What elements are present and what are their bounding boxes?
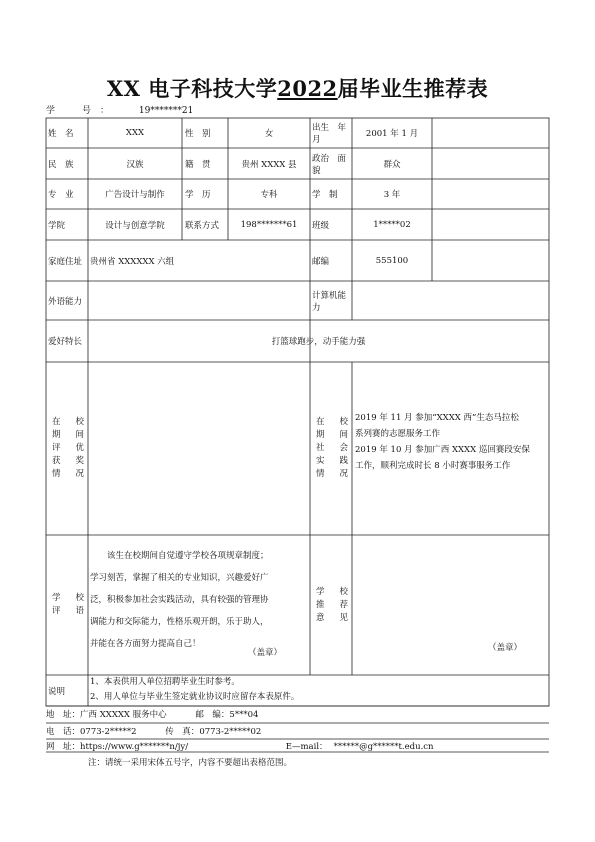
- length-label: 学 制: [312, 190, 338, 200]
- label-char-row: [316, 416, 348, 429]
- footer-phone-value: 0773-2*****2: [80, 727, 137, 737]
- footer-web-row: [46, 740, 434, 752]
- label-char: 评: [52, 443, 61, 453]
- label-char: 校: [339, 417, 348, 427]
- gender-value: 女: [264, 129, 274, 139]
- label-char: 学: [316, 586, 325, 597]
- footer-email-label: E—mail：: [285, 742, 328, 752]
- label-char: 校: [339, 586, 348, 597]
- major-label: 专 业: [48, 190, 74, 200]
- label-char-row: [316, 612, 348, 625]
- language-label: 外语能力: [48, 296, 83, 307]
- label-char: 况: [339, 469, 348, 479]
- edu-value: 专科: [260, 190, 278, 200]
- label-char-row: [52, 442, 84, 455]
- label-char: 校: [75, 593, 84, 603]
- contact-label: 联系方式: [185, 220, 220, 231]
- edu-label: 学 历: [185, 190, 211, 200]
- eval-line: 泛，积极参加社会实践活动，具有较强的管理协: [90, 595, 269, 605]
- politics-value: 群众: [383, 159, 401, 170]
- hobby-value: 打篮球跑步，动手能力强: [271, 337, 366, 347]
- label-char-row: [316, 442, 348, 455]
- label-char: 期: [316, 430, 325, 440]
- school-eval-stamp: （盖章）: [247, 648, 282, 658]
- name-value: XXX: [125, 128, 145, 138]
- gender-label: 性 别: [185, 129, 211, 139]
- eval-line: 调能力和交际能力，性格乐观开朗，乐于助人，: [90, 617, 269, 627]
- title-prefix: XX 电子科技大学: [106, 76, 278, 101]
- awards-label: [48, 362, 88, 535]
- recommend-label: [312, 535, 352, 675]
- eval-line: 该生在校期间自觉遵守学校各项规章制度；: [90, 551, 269, 561]
- title-suffix: 届毕业生推荐表: [337, 76, 489, 101]
- practice-line: 2019 年 11 月 参加“XXXX 西”生态马拉松: [355, 413, 519, 423]
- footer-web-link[interactable]: https://www.g*******n/jy/: [80, 742, 189, 752]
- label-char: 在: [52, 417, 61, 427]
- label-char-row: [316, 429, 348, 442]
- label-char: 推: [316, 599, 325, 610]
- notes-content: [90, 675, 545, 705]
- footer-post-value: 5***04: [229, 710, 259, 720]
- school-eval-label: [48, 535, 88, 675]
- computer-label: 计算机能力: [312, 290, 347, 313]
- footer-address-label: 地 址：: [46, 710, 81, 720]
- footer-phone-label: 电 话：: [46, 727, 81, 737]
- label-char: 情: [316, 469, 325, 479]
- label-char-row: [52, 455, 84, 468]
- label-char: 见: [339, 612, 348, 623]
- label-char-row: [52, 416, 84, 429]
- label-char-row: [52, 429, 84, 442]
- practice-line: 系列赛的志愿服务工作: [355, 429, 441, 439]
- school-eval-content: [90, 545, 308, 655]
- school-value: 设计与创意学院: [105, 220, 165, 231]
- footer-fax-value: 0773-2*****02: [199, 727, 262, 737]
- label-char-row: [52, 468, 84, 481]
- major-value: 广告设计与制作: [105, 190, 165, 200]
- label-char: 会: [339, 443, 348, 453]
- politics-label: 政治 面 貌: [312, 153, 355, 176]
- zip-value: 555100: [375, 255, 409, 266]
- label-char: 实: [316, 456, 325, 466]
- title-year: 2022: [277, 76, 338, 101]
- birth-label: 出生 年 月: [312, 123, 355, 145]
- label-char: 情: [52, 469, 61, 479]
- label-char: 荐: [339, 599, 348, 610]
- contact-value: 198*******61: [240, 219, 298, 230]
- label-char: 语: [75, 606, 84, 616]
- label-char-row: [52, 605, 84, 618]
- zip-label: 邮编: [312, 256, 330, 267]
- student-id-label: 学 号：: [46, 106, 119, 116]
- address-value: 贵州省 XXXXXX 六组: [90, 256, 175, 267]
- class-label: 班级: [312, 220, 330, 231]
- label-char: 况: [75, 469, 84, 479]
- label-char-row: [316, 468, 348, 481]
- practice-label: [312, 362, 352, 535]
- bottom-note: 注：请统一采用宋体五号字，内容不要超出表格范围。: [88, 758, 293, 768]
- address-label: 家庭住址: [48, 256, 83, 267]
- recommend-stamp: （盖章）: [487, 643, 522, 653]
- label-char: 期: [52, 430, 61, 440]
- birth-value: 2001 年 1 月: [365, 129, 419, 139]
- label-char: 学: [52, 593, 61, 603]
- eval-line: 并能在各方面努力提高自己！: [90, 639, 201, 649]
- hobby-label: 爱好特长: [48, 337, 83, 347]
- footer-post-label: 邮 编：: [195, 710, 230, 720]
- label-char: 评: [52, 606, 61, 616]
- label-char: 校: [75, 417, 84, 427]
- label-char: 获: [52, 456, 61, 466]
- practice-content: [355, 410, 547, 474]
- label-char: 奖: [75, 456, 84, 466]
- footer-address-value: 广西 XXXXX 服务中心: [80, 710, 167, 720]
- footer-fax-label: 传 真：: [165, 727, 200, 737]
- footer-phone-row: [46, 725, 261, 737]
- notes-label: 说明: [48, 686, 66, 697]
- footer-email-link[interactable]: ******@g******t.edu.cn: [333, 742, 434, 752]
- student-id-value: 19*******21: [138, 106, 194, 116]
- footer-address-row: [46, 708, 258, 720]
- label-char-row: [52, 592, 84, 605]
- label-char: 践: [339, 456, 348, 466]
- footer-web-label: 网 址：: [46, 742, 81, 752]
- label-char: 优: [75, 443, 84, 453]
- label-char-row: [316, 455, 348, 468]
- label-char-row: [316, 599, 348, 612]
- label-char: 意: [316, 612, 325, 623]
- class-value: 1*****02: [373, 219, 411, 230]
- label-char-row: [316, 586, 348, 599]
- practice-line: 工作，顺利完成时长 8 小时赛事服务工作: [355, 461, 511, 471]
- ethnic-value: 汉族: [126, 159, 144, 170]
- eval-line: 学习刻苦，掌握了相关的专业知识，兴趣爱好广: [90, 573, 269, 583]
- label-char: 在: [316, 417, 325, 427]
- note-item: 2、用人单位与毕业生签定就业协议时应留存本表原件。: [90, 692, 300, 702]
- length-value: 3 年: [383, 190, 401, 200]
- practice-line: 2019 年 10 月 参加广西 XXXX 巡回赛段安保: [355, 445, 530, 455]
- label-char: 社: [316, 443, 325, 453]
- label-char: 间: [75, 430, 84, 440]
- note-item: 1、本表供用人单位招聘毕业生时参考。: [90, 677, 240, 687]
- ethnic-label: 民 族: [48, 159, 74, 170]
- school-label: 学院: [48, 220, 66, 231]
- name-label: 姓 名: [48, 129, 74, 139]
- native-value: 贵州 XXXX 县: [241, 159, 297, 170]
- label-char: 间: [339, 430, 348, 440]
- native-label: 籍 贯: [185, 159, 211, 170]
